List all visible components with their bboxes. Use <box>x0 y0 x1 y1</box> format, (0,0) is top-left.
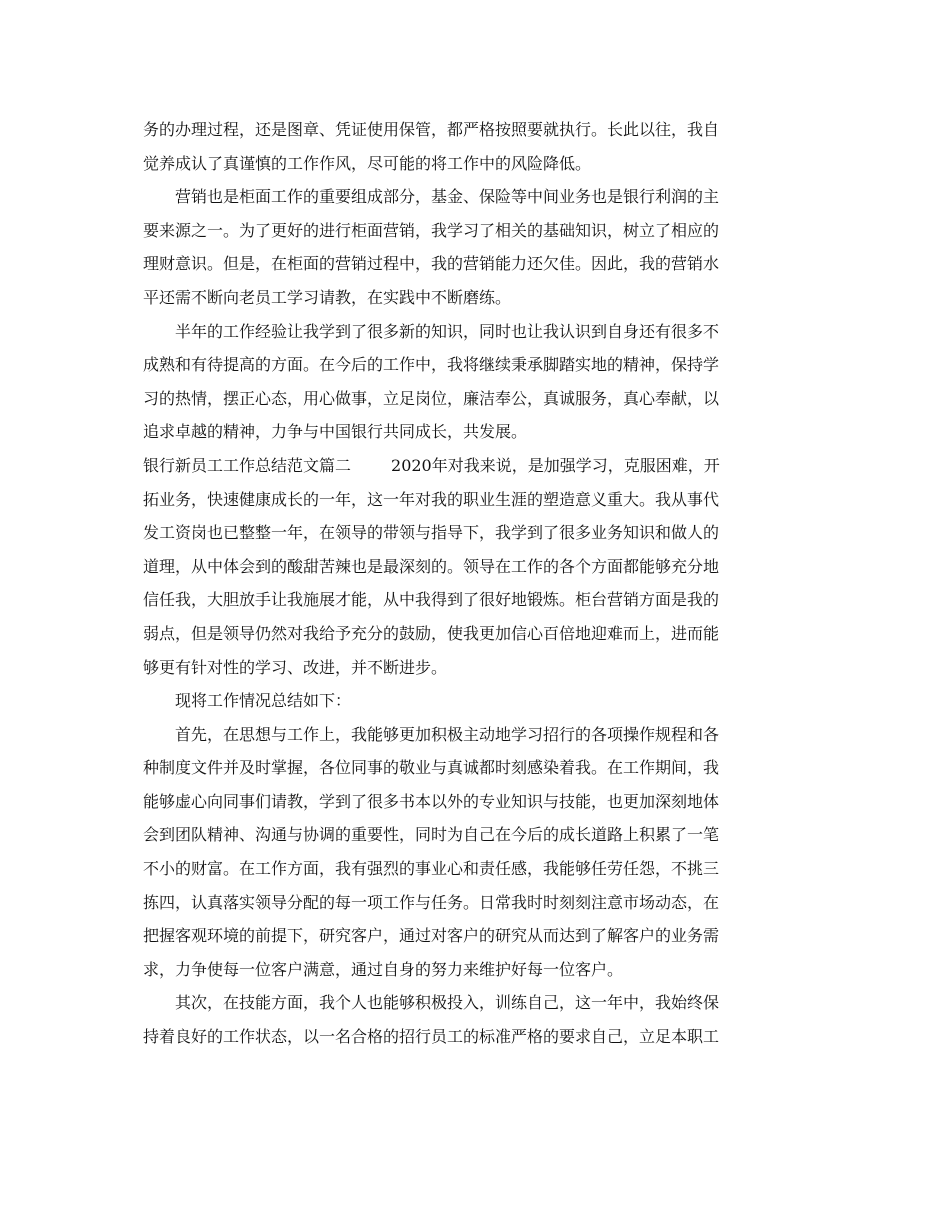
document-body <box>143 113 811 1054</box>
text-line: 种制度文件并及时掌握，各位同事的敬业与真诚都时刻感染着我。在工作期间，我 <box>143 758 720 778</box>
text-line: 会到团队精神、沟通与协调的重要性，同时为自己在今后的成长道路上积累了一笔 <box>143 825 720 845</box>
text-line: 信任我，大胆放手让我施展才能，从中我得到了很好地锻炼。柜台营销方面是我的 <box>143 590 720 610</box>
text-line: 持着良好的工作状态，以一名合格的招行员工的标准严格的要求自己，立足本职工 <box>143 1027 720 1047</box>
text-line: 平还需不断向老员工学习请教，在实践中不断磨练。 <box>143 287 512 307</box>
text-line: 够更有针对性的学习、改进，并不断进步。 <box>143 657 448 677</box>
paragraph-start-line: 其次，在技能方面，我个人也能够积极投入，训练自己，这一年中，我始终保 <box>175 993 720 1013</box>
text-line: 道理，从中体会到的酸甜苦辣也是最深刻的。领导在工作的各个方面都能够充分地 <box>143 556 720 576</box>
text-line: 拣四，认真落实领导分配的每一项工作与任务。日常我时时刻刻注意市场动态，在 <box>143 892 720 912</box>
paragraph-start-line: 营销也是柜面工作的重要组成部分，基金、保险等中间业务也是银行利润的主 <box>175 187 720 207</box>
text-line: 要来源之一。为了更好的进行柜面营销，我学习了相关的基础知识，树立了相应的 <box>143 220 720 240</box>
paragraph-start-line: 现将工作情况总结如下： <box>175 691 352 711</box>
section-heading-line <box>143 449 811 483</box>
text-line: 发工资岗也已整整一年，在领导的带领与指导下，我学到了很多业务知识和做人的 <box>143 523 720 543</box>
section-heading: 银行新员工工作总结范文篇二 <box>143 455 352 475</box>
text-line: 不小的财富。在工作方面，我有强烈的事业心和责任感，我能够任劳任怨，不挑三 <box>143 859 720 879</box>
heading-trailing-text: 2020年对我来说，是加强学习，克服困难，开 <box>391 455 720 475</box>
text-line: 把握客观环境的前提下，研究客户，通过对客户的研究从而达到了解客户的业务需 <box>143 926 720 946</box>
text-line: 弱点，但是领导仍然对我给予充分的鼓励，使我更加信心百倍地迎难而上，进而能 <box>143 623 720 643</box>
text-line: 习的热情，摆正心态，用心做事，立足岗位，廉洁奉公，真诚服务，真心奉献，以 <box>143 388 720 408</box>
text-line: 成熟和有待提高的方面。在今后的工作中，我将继续秉承脚踏实地的精神，保持学 <box>143 355 720 375</box>
text-line: 觉养成认了真谨慎的工作作风，尽可能的将工作中的风险降低。 <box>143 153 592 173</box>
text-line: 理财意识。但是，在柜面的营销过程中，我的营销能力还欠佳。因此，我的营销水 <box>143 254 720 274</box>
text-line: 求，力争使每一位客户满意，通过自身的努力来维护好每一位客户。 <box>143 959 624 979</box>
text-line: 追求卓越的精神，力争与中国银行共同成长，共发展。 <box>143 422 528 442</box>
text-line: 拓业务，快速健康成长的一年，这一年对我的职业生涯的塑造意义重大。我从事代 <box>143 489 720 509</box>
paragraph-start-line: 首先，在思想与工作上，我能够更加积极主动地学习招行的各项操作规程和各 <box>175 724 720 744</box>
text-line: 能够虚心向同事们请教，学到了很多书本以外的专业知识与技能，也更加深刻地体 <box>143 791 720 811</box>
text-line: 务的办理过程，还是图章、凭证使用保管，都严格按照要就执行。长此以往，我自 <box>143 120 720 139</box>
paragraph-start-line: 半年的工作经验让我学到了很多新的知识，同时也让我认识到自身还有很多不 <box>175 321 720 341</box>
